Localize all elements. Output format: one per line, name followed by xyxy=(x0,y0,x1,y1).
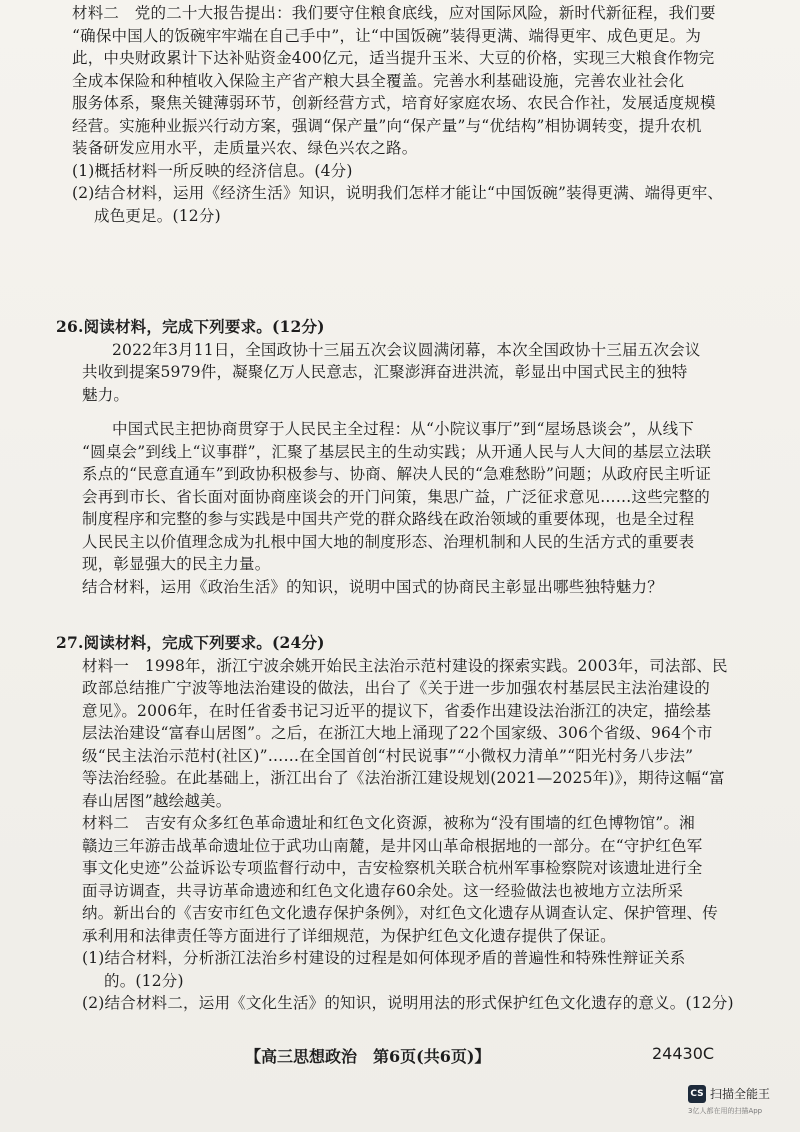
material-2-line: 面寻访调查，共寻访革命遗迹和红色文化遗存60余处。这一经验做法也被地方立法所采 xyxy=(82,881,684,900)
material-1-line: 材料一 1998年，浙江宁波余姚开始民主法治示范村建设的探索实践。2003年，司法部、民 xyxy=(82,656,728,675)
question-27-title: 27.阅读材料，完成下列要求。(24分) xyxy=(56,633,325,652)
material-2-line: 纳。新出台的《吉安市红色文化遗存保护条例》，对红色文化遗存从调查认定、保护管理、传 xyxy=(82,904,718,922)
question-26-title: 26.阅读材料，完成下列要求。(12分) xyxy=(56,317,325,336)
text-line: 中国式民主把协商贯穿于人民民主全过程：从“小院议事厅”到“屋场恳谈会”，从线下 xyxy=(112,420,694,438)
question-25-2-cont: 成色更足。(12分) xyxy=(94,206,221,225)
material-2-line: 赣边三年游击战革命遗址位于武功山南麓，是井冈山革命根据地的一部分。在“守护红色军 xyxy=(82,836,703,855)
scanner-watermark xyxy=(688,1085,798,1125)
material-1-line: 级“民主法治示范村(社区)”……在全国首创“村民说事”“小微权力清单”“阳光村务八步法” xyxy=(82,746,694,765)
text-line: 此，中央财政累计下达补贴资金400亿元，适当提升玉米、大豆的价格，实现三大粮食作物完 xyxy=(72,49,715,67)
text-line: 现，彰显强大的民主力量。 xyxy=(82,555,271,573)
material-2-line: 承利用和法律责任等方面进行了详细规范，为保护红色文化遗存提供了保证。 xyxy=(82,926,616,945)
question-27-1: (1)结合材料，分析浙江法治乡村建设的过程是如何体现矛盾的普遍性和特殊性辩证关系 xyxy=(82,949,686,967)
text-line: 系点的“民意直通车”到政协积极参与、协商、解决人民的“急难愁盼”问题；从政府民主听证 xyxy=(82,465,712,483)
material-2-line: 事文化史迹”公益诉讼专项监督行动中，吉安检察机关联合杭州军事检察院对该遗址进行全 xyxy=(82,859,703,877)
question-25-1: (1)概括材料一所反映的经济信息。(4分) xyxy=(72,161,353,180)
text-line: 材料二 党的二十大报告提出：我们要守住粮食底线，应对国际风险，新时代新征程，我们要 xyxy=(72,4,716,22)
text-line: 装备研发应用水平，走质量兴农、绿色兴农之路。 xyxy=(72,139,418,157)
question-27-1-cont: 的。(12分) xyxy=(104,971,184,990)
text-line: 共收到提案5979件，凝聚亿万人民意志，汇聚澎湃奋进洪流，彰显出中国式民主的独特 xyxy=(82,363,688,381)
text-line: 人民民主以价值理念成为扎根中国大地的制度形态、治理机制和人民的生活方式的重要表 xyxy=(82,532,695,551)
text-line: 经营。实施种业振兴行动方案，强调“保产量”向“保产量”与“优结构”相协调转变，提升农机 xyxy=(72,116,702,135)
text-line: 2022年3月11日，全国政协十三届五次会议圆满闭幕，本次全国政协十三届五次会议 xyxy=(112,340,701,359)
material-1-line: 意见》。2006年，在时任省委书记习近平的提议下，省委作出建设法治浙江的决定，描绘基 xyxy=(82,701,712,720)
text-line: 全成本保险和种植收入保险主产省产粮大县全覆盖。完善水利基础设施，完善农业社会化 xyxy=(72,71,685,90)
camscanner-logo-icon: CS xyxy=(688,1085,706,1103)
footer-title: 【高三思想政治 第6页(共6页)】 xyxy=(245,1047,491,1066)
text-line: 会再到市长、省长面对面协商座谈会的开门问策，集思广益，广泛征求意见……这些完整的 xyxy=(82,487,711,506)
question-26: 结合材料，运用《政治生活》的知识，说明中国式的协商民主彰显出哪些独特魅力？ xyxy=(82,577,663,596)
material-2-line: 材料二 吉安有众多红色革命遗址和红色文化资源，被称为“没有围墙的红色博物馆”。湘 xyxy=(82,814,695,832)
material-1-line: 春山居图”越绘越美。 xyxy=(82,791,232,810)
question-27-2: (2)结合材料二，运用《文化生活》的知识，说明用法的形式保护红色文化遗存的意义。(12分) xyxy=(82,994,734,1012)
text-line: 制度程序和完整的参与实践是中国共产党的群众路线在政治领域的重要体现，也是全过程 xyxy=(82,510,695,528)
scanner-app-name: 扫描全能王 xyxy=(710,1087,771,1101)
text-line: “确保中国人的饭碗牢牢端在自己手中”，让“中国饭碗”装得更满、端得更牢、成色更足。为 xyxy=(72,26,702,45)
material-1-line: 等法治经验。在此基础上，浙江出台了《法治浙江建设规划(2021—2025年)》，期待这幅“富 xyxy=(82,769,725,787)
question-25-2: (2)结合材料，运用《经济生活》知识，说明我们怎样才能让“中国饭碗”装得更满、端得更牢、 xyxy=(72,184,724,202)
text-line: “圆桌会”到线上“议事群”，汇聚了基层民主的生动实践；从开通人民与人大间的基层立法联 xyxy=(82,442,712,461)
text-line: 服务体系，聚焦关键薄弱环节，创新经营方式，培育好家庭农场、农民合作社，发展适度规模 xyxy=(72,94,716,112)
paper-code: 24430C xyxy=(652,1044,715,1063)
material-1-line: 政部总结推广宁波等地法治建设的做法，出台了《关于进一步加强农村基层民主法治建设的 xyxy=(82,679,711,697)
scanner-tagline: 3亿人都在用的扫描App xyxy=(688,1107,763,1115)
section-27 xyxy=(56,632,736,1015)
section-25-material-2 xyxy=(72,2,732,227)
text-line: 魅力。 xyxy=(82,385,130,404)
section-26 xyxy=(56,316,736,598)
material-1-line: 层法治建设“富春山居图”。之后，在浙江大地上涌现了22个国家级、306个省级、964个市 xyxy=(82,724,713,742)
